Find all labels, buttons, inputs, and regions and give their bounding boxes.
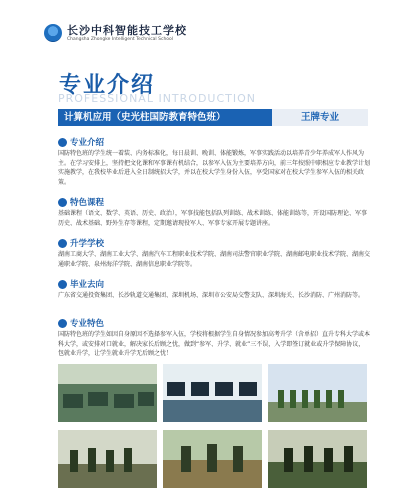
bullet-icon bbox=[58, 280, 67, 289]
section-body: 国防特色班的学生如因自身原因不选择参军入伍，学校将根据学生自身情况参加高考升学（含单招）直升专科大学或本科大学，或安排对口就业，解决家长后顾之忧，做到“参军、升学、就业”三不误，入学即签订就业或升学保障协议，包就业升学，让学生就业升学无后顾之忧！ bbox=[58, 331, 371, 358]
training-field-photo bbox=[163, 430, 262, 488]
section-schools bbox=[58, 237, 370, 269]
bullet-icon bbox=[58, 319, 67, 328]
section-body: 湖南工商大学、湖南工业大学、湖南汽车工程职业技术学院、湖南司法警官职业学院、湖南邮电职业技术学院、湖南交通职业学院、泉州海洋学院、湖南信息职业学院等。 bbox=[58, 251, 371, 268]
page-title: 专业介绍 bbox=[59, 73, 156, 98]
section-features bbox=[58, 317, 370, 359]
major-tag: 王牌专业 bbox=[272, 109, 368, 126]
major-name: 计算机应用（史光柱国防教育特色班） bbox=[58, 109, 272, 126]
section-title: 升学学校 bbox=[70, 239, 105, 249]
classroom-computer-photo bbox=[58, 364, 157, 422]
uniformed-students-photo bbox=[268, 430, 367, 488]
bullet-icon bbox=[58, 138, 67, 147]
flag-raising-photo bbox=[268, 364, 367, 422]
section-body: 广东省交通投资集团、长沙轨道交通集团、深圳机场、深圳市公安局交警支队、深圳海关、长沙消防、广州消防等。 bbox=[58, 292, 365, 299]
major-banner bbox=[58, 109, 368, 126]
photo-gallery bbox=[58, 364, 370, 490]
section-title: 专业介绍 bbox=[70, 138, 105, 148]
school-name: 长沙中科智能技工学校 bbox=[67, 24, 187, 37]
school-logo-icon bbox=[44, 24, 62, 42]
section-title: 专业特色 bbox=[70, 319, 105, 329]
computer-lab-photo bbox=[163, 364, 262, 422]
section-body: 国防特色班的学生统一着装、内务标准化，每日晨训、晚训、体能锻炼，军事实践活动以培养青少年养成军人作风为主。在学习安排上，坚持把文化课和军事课有机结合，以参军入伍为主要培养方向，前三年按照中职相应专业教学计划实施教学，在我校毕业后进入全日制统招大学，并以在校大学生身份入伍，享受国家对在校大学生参军入伍的相关政策。 bbox=[58, 150, 371, 187]
section-title: 毕业去向 bbox=[70, 280, 105, 290]
section-body: 基础课程（语文、数学、英语、历史、政治），军事技能包括队列训练、战术训练、体能训练等，开设国防理论、军事历史、战术基础、野外生存等课程，定期邀请现役军人、军事专家开展专题讲座。 bbox=[58, 210, 368, 227]
section-courses bbox=[58, 196, 370, 228]
page-subtitle: PROFESSIONAL INTRODUCTION bbox=[58, 92, 257, 105]
bullet-icon bbox=[58, 198, 67, 207]
bullet-icon bbox=[58, 239, 67, 248]
section-careers bbox=[58, 278, 370, 301]
section-title: 特色课程 bbox=[70, 198, 105, 208]
school-header bbox=[0, 0, 400, 60]
school-name-english: Changsha Zhongke Intelligent Technical School bbox=[67, 37, 174, 42]
section-intro bbox=[58, 136, 370, 188]
squad-drill-photo bbox=[58, 430, 157, 488]
